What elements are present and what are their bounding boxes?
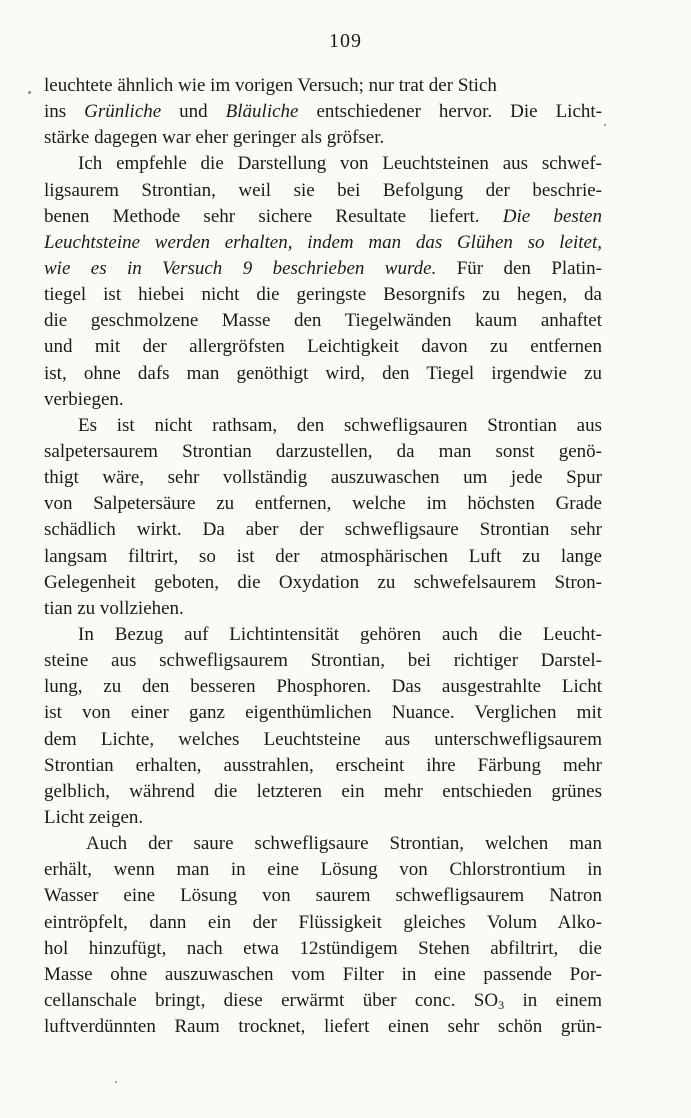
- text-line: [44, 334, 602, 360]
- italic-text: Bläuliche: [225, 101, 299, 123]
- text-line: [44, 622, 602, 648]
- text-segment: Für den Platin-: [436, 257, 602, 279]
- text-line: [44, 413, 602, 439]
- text-segment: entschiedener hervor. Die Licht-: [298, 101, 602, 123]
- text-segment: Masse ohne auszuwaschen vom Filter in eine passende Por-: [44, 963, 602, 985]
- text-line: [44, 753, 602, 779]
- text-line: [44, 151, 602, 177]
- text-segment: ist, ohne dafs man genöthigt wird, den Tiegel irgendwie zu: [44, 362, 602, 384]
- text-line: [44, 779, 602, 805]
- text-line: [44, 988, 602, 1014]
- italic-text: Grünliche: [84, 101, 162, 123]
- page-number: 109: [329, 30, 362, 52]
- text-segment: ligsaurem Strontian, weil sie bei Befolgung der beschrie-: [44, 179, 602, 201]
- text-line: [44, 674, 602, 700]
- text-line: [44, 831, 602, 857]
- text-segment: tiegel ist hiebei nicht die geringste Besorgnifs zu hegen, da: [44, 284, 602, 306]
- text-segment: benen Methode sehr sichere Resultate liefert.: [44, 205, 503, 227]
- print-speck: [28, 91, 31, 94]
- text-segment: die geschmolzene Masse den Tiegelwänden kaum anhaftet: [44, 310, 602, 332]
- text-line: [44, 204, 602, 230]
- subscript: 3: [498, 997, 505, 1012]
- text-line: [44, 73, 602, 99]
- text-line: [44, 962, 602, 988]
- text-line: [44, 361, 602, 387]
- text-segment: Es ist nicht rathsam, den schwefligsauren Strontian aus: [78, 414, 602, 436]
- text-segment: von Salpetersäure zu entfernen, welche im höchsten Grade: [44, 493, 602, 515]
- text-line: [44, 230, 602, 256]
- text-segment: Licht zeigen.: [44, 806, 144, 828]
- text-segment: in einem: [504, 989, 603, 1011]
- text-segment: thigt wäre, sehr vollständig auszuwaschen um jede Spur: [44, 467, 602, 489]
- text-segment: leuchtete ähnlich wie im vorigen Versuch; nur trat der Stich: [44, 75, 497, 96]
- text-segment: salpetersaurem Strontian darzustellen, da man sonst genö-: [44, 440, 602, 462]
- text-segment: Gelegenheit geboten, die Oxydation zu schwefelsaurem Stron-: [44, 571, 602, 593]
- text-line: [44, 544, 602, 570]
- text-segment: stärke dagegen war eher geringer als gröfser.: [44, 127, 385, 149]
- italic-text: wie es in Versuch 9 beschrieben wurde.: [44, 257, 437, 279]
- print-speck: [604, 124, 606, 126]
- body-text: [44, 73, 602, 1040]
- text-segment: Ich empfehle die Darstellung von Leuchtsteinen aus schwef-: [78, 153, 602, 175]
- print-speck: [115, 1081, 117, 1083]
- text-segment: hol hinzufügt, nach etwa 12stündigem Stehen abfiltrirt, die: [44, 937, 602, 959]
- text-segment: verbiegen.: [44, 388, 124, 410]
- text-segment: und: [161, 101, 226, 123]
- text-line: [44, 491, 602, 517]
- text-segment: eintröpfelt, dann ein der Flüssigkeit gleiches Volum Alko-: [44, 911, 602, 933]
- text-line: [44, 256, 602, 282]
- text-segment: dem Lichte, welches Leuchtsteine aus unterschwefligsaurem: [44, 728, 602, 750]
- text-segment: Strontian erhalten, ausstrahlen, erscheint ihre Färbung mehr: [44, 754, 602, 776]
- text-segment: lung, zu den besseren Phosphoren. Das ausgestrahlte Licht: [44, 676, 602, 698]
- text-segment: In Bezug auf Lichtintensität gehören auch die Leucht-: [78, 623, 602, 645]
- text-segment: schädlich wirkt. Da aber der schwefligsaure Strontian sehr: [44, 519, 602, 541]
- text-segment: cellanschale bringt, diese erwärmt über conc. SO: [44, 989, 499, 1011]
- text-segment: Wasser eine Lösung von saurem schwefligsaurem Natron: [44, 885, 602, 907]
- italic-text: Die besten: [502, 205, 602, 227]
- text-segment: und mit der allergröfsten Leichtigkeit davon zu entfernen: [44, 336, 602, 358]
- text-segment: langsam filtrirt, so ist der atmosphärischen Luft zu lange: [44, 545, 602, 567]
- text-line: [44, 308, 602, 334]
- text-line: [44, 125, 602, 151]
- text-line: [44, 700, 602, 726]
- text-line: [44, 910, 602, 936]
- text-segment: erhält, wenn man in eine Lösung von Chlorstrontium in: [44, 859, 602, 881]
- text-segment: gelblich, während die letzteren ein mehr entschieden grünes: [44, 780, 602, 802]
- text-segment: ist von einer ganz eigenthümlichen Nuance. Verglichen mit: [44, 702, 602, 724]
- text-segment: tian zu vollziehen.: [44, 597, 184, 619]
- text-segment: Auch der saure schwefligsaure Strontian, welchen man: [86, 833, 602, 855]
- text-line: [44, 883, 602, 909]
- text-line: [44, 1014, 602, 1040]
- text-segment: luftverdünnten Raum trocknet, liefert einen sehr schön grün-: [44, 1016, 602, 1038]
- text-line: [44, 465, 602, 491]
- text-line: [44, 936, 602, 962]
- text-segment: steine aus schwefligsaurem Strontian, bei richtiger Darstel-: [44, 650, 602, 672]
- text-line: [44, 387, 602, 413]
- text-line: [44, 596, 602, 622]
- text-line: [44, 178, 602, 204]
- text-line: [44, 282, 602, 308]
- text-line: [44, 99, 602, 125]
- text-line: [44, 570, 602, 596]
- italic-text: Leuchtsteine werden erhalten, indem man das Glühen so leitet,: [44, 231, 602, 253]
- text-line: [44, 648, 602, 674]
- text-line: [44, 805, 602, 831]
- text-segment: ins: [44, 101, 85, 123]
- text-line: [44, 517, 602, 543]
- text-line: [44, 727, 602, 753]
- text-line: [44, 857, 602, 883]
- text-line: [44, 439, 602, 465]
